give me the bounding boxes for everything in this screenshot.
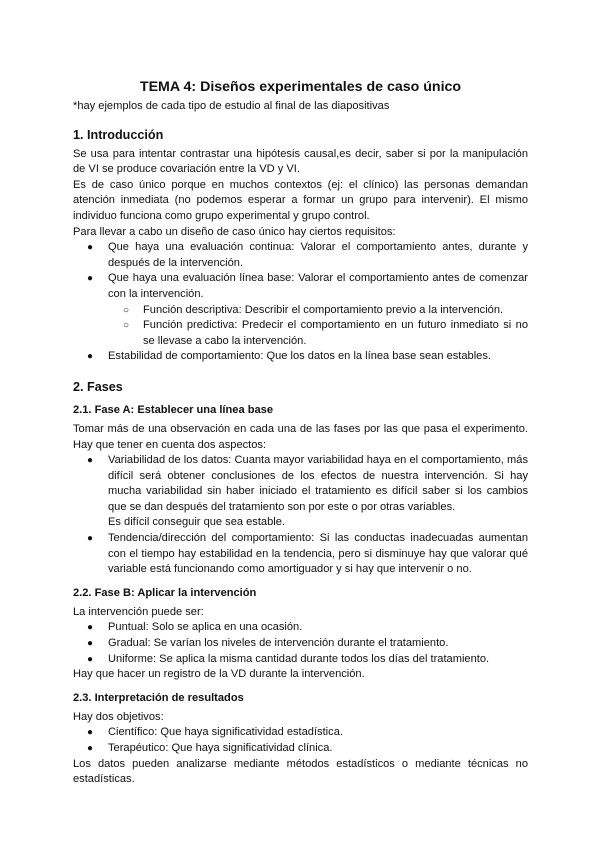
circle-bullet-icon: ○ xyxy=(123,304,130,316)
bullet-icon: ● xyxy=(87,351,94,363)
paragraph: Para llevar a cabo un diseño de caso único hay ciertos requisitos: xyxy=(73,225,396,238)
objectives-list xyxy=(73,725,528,756)
paragraph: Hay dos objetivos: xyxy=(73,710,164,723)
bullet-icon: ● xyxy=(87,273,94,285)
list-item: ● Estabilidad de comportamiento: Que los datos en la línea base sean estables. xyxy=(108,349,528,365)
list-item: ● Que haya una evaluación continua: Valorar el comportamiento antes, durante y después de la intervención. xyxy=(87,241,528,269)
list-item: ● Científico: Que haya significatividad estadística. xyxy=(108,725,528,741)
subsection-heading-interpretacion: 2.3. Interpretación de resultados xyxy=(73,691,244,704)
bullet-icon: ● xyxy=(87,533,94,545)
subsection-heading-fase-a: 2.1. Fase A: Establecer una línea base xyxy=(73,403,273,416)
bullet-icon: ● xyxy=(87,638,94,650)
list-item: ● Gradual: Se varían los niveles de intervención durante el tratamiento. xyxy=(108,636,528,652)
section-heading-fases: 2. Fases xyxy=(73,379,123,394)
list-item: ● Tendencia/dirección del comportamiento: Si las conductas inadecuadas aumentan con el tiempo hay estabilidad en la tendencia, pero si disminuye hay que valorar qué variable está funcionando como amortiguador y si hay que intervenir o no. xyxy=(87,532,528,576)
page-title: TEMA 4: Diseños experimentales de caso único xyxy=(139,79,462,95)
list-item: ● Que haya una evaluación línea base: Valorar el comportamiento antes de comenzar con la intervención. ○ Función descriptiva: Describir el comportamiento previo a la intervención. ○ Función predictiva: Predecir el comportamiento en un futuro inmediato si no se llevase a cabo la intervención. xyxy=(108,271,528,349)
sub-list xyxy=(108,303,528,350)
intervention-list xyxy=(73,620,528,667)
bullet-icon: ● xyxy=(87,455,94,467)
list-item: ● Uniforme: Se aplica la misma cantidad durante todos los días del tratamiento. xyxy=(108,652,528,668)
list-item: ● Variabilidad de los datos: Cuanta mayor variabilidad haya en el comportamiento, más difícil será obtener conclusiones de los efectos de nuestra intervención. Si hay mucha variabilidad sin haber iniciado el tratamiento es difícil saber si los cambios que se dan después del tratamiento son por este o por otras variables. Es difícil conseguir que sea estable. xyxy=(87,454,528,529)
subsection-heading-fase-b: 2.2. Fase B: Aplicar la intervención xyxy=(73,586,257,599)
sub-list-item: ○ Función predictiva: Predecir el comportamiento en un futuro inmediato si no se llevase a cabo la intervención. xyxy=(123,319,528,347)
paragraph: Se usa para intentar contrastar una hipótesis causal,es decir, saber si por la manipulación de VI se produce covariación entre la VD y VI. xyxy=(73,147,528,176)
circle-bullet-icon: ○ xyxy=(123,320,130,332)
bullet-icon: ● xyxy=(87,242,94,254)
paragraph: Es de caso único porque en muchos contextos (ej: el clínico) las personas demandan atención inmediata (no podemos esperar a formar un grupo para intervenir). El mismo individuo funciona como grupo experimental y grupo control. xyxy=(73,178,528,222)
note-text: *hay ejemplos de cada tipo de estudio al final de las diapositivas xyxy=(73,100,390,112)
paragraph: Tomar más de una observación en cada una de las fases por las que pasa el experimento. Hay que tener en cuenta dos aspectos: xyxy=(73,422,528,451)
paragraph: Los datos pueden analizarse mediante métodos estadísticos o mediante técnicas no estadísticas. xyxy=(73,757,528,786)
paragraph: Hay que hacer un registro de la VD durante la intervención. xyxy=(73,668,365,681)
bullet-icon: ● xyxy=(87,653,94,665)
list-item: ● Puntual: Solo se aplica en una ocasión. xyxy=(108,620,528,636)
bullet-icon: ● xyxy=(87,727,94,739)
list-item: ● Terapéutico: Que haya significatividad clínica. xyxy=(108,741,528,757)
bullet-icon: ● xyxy=(87,743,94,754)
bullet-icon: ● xyxy=(87,622,94,634)
paragraph: La intervención puede ser: xyxy=(73,605,204,618)
requirements-list xyxy=(73,240,528,365)
document-page xyxy=(73,0,528,788)
aspects-list xyxy=(73,453,528,578)
sub-list-item: ○ Función descriptiva: Describir el comportamiento previo a la intervención. xyxy=(143,303,528,319)
section-heading-introduccion: 1. Introducción xyxy=(73,127,164,142)
